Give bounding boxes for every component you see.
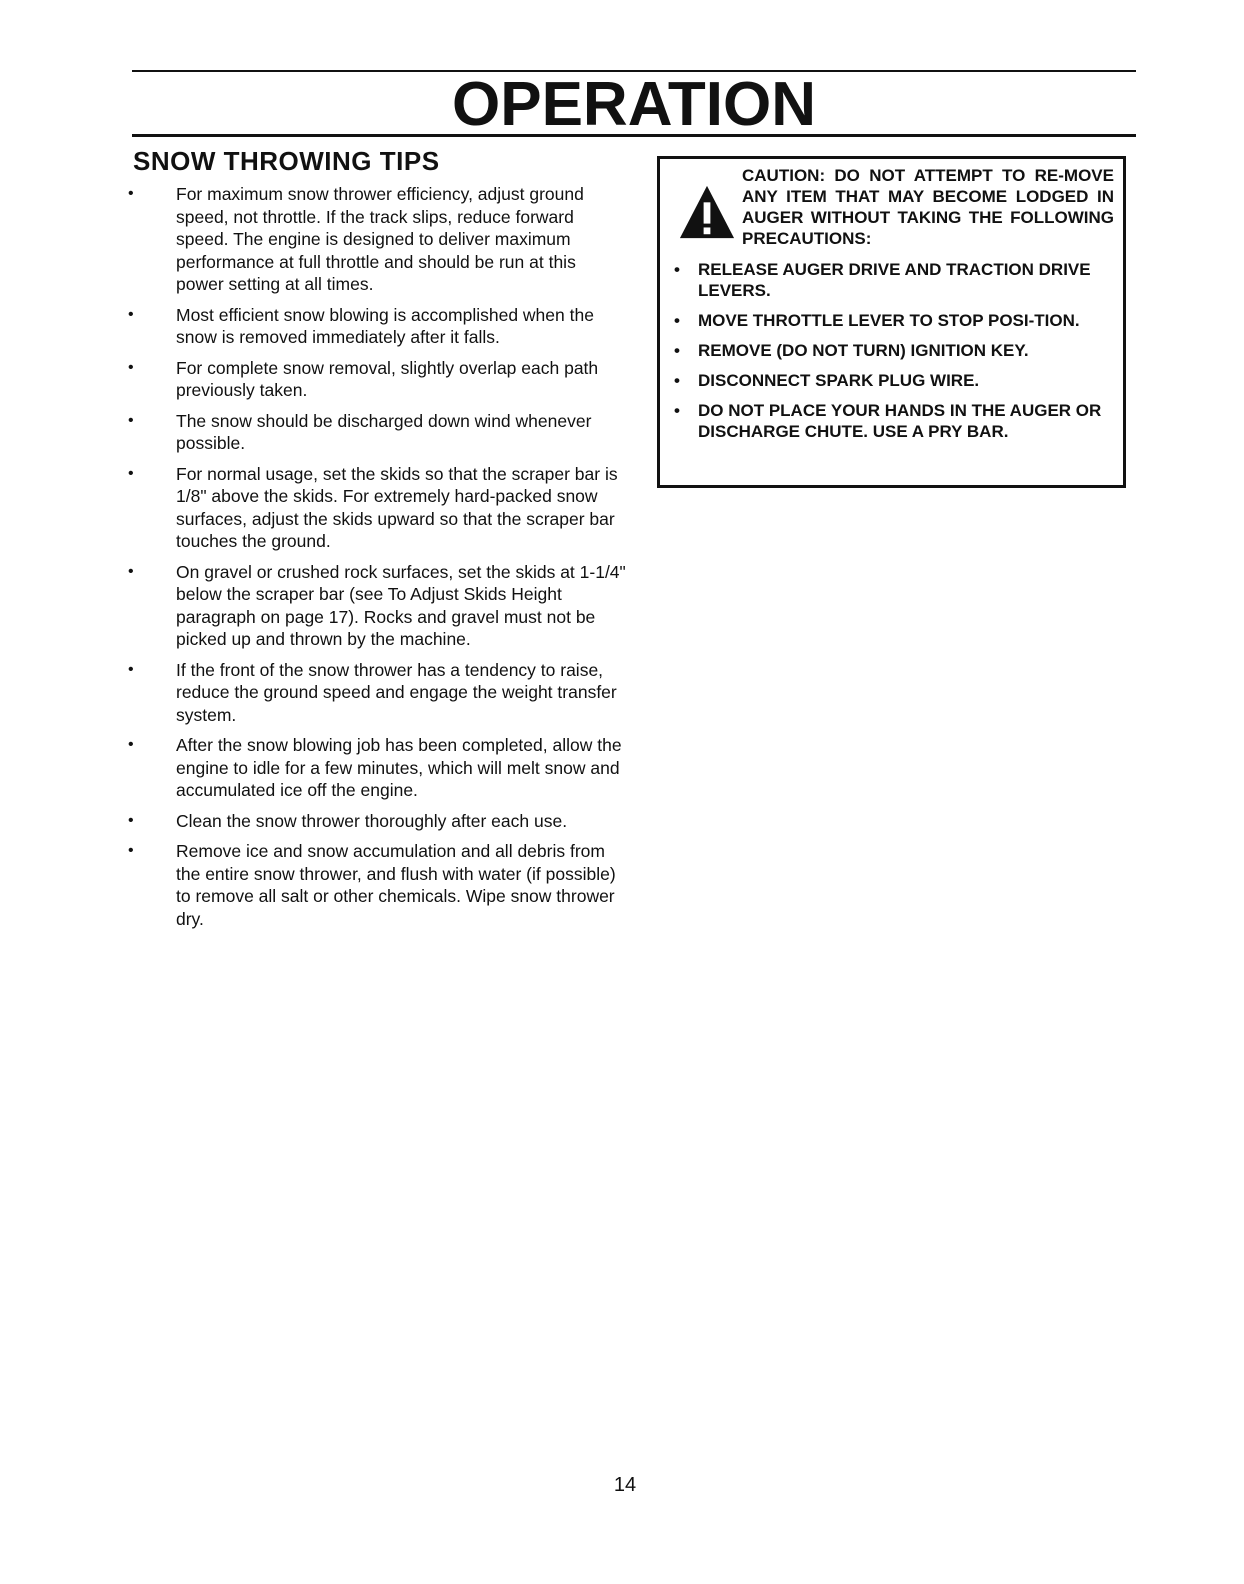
bullet-icon: • bbox=[128, 660, 134, 678]
bullet-icon: • bbox=[128, 185, 134, 202]
bullet-icon: • bbox=[128, 562, 134, 580]
tip-text: For maximum snow thrower efficiency, adjust ground speed, not throttle. If the track slips, reduce forward speed. The engine is designed to deliver maximum performance at full throttle and should be run at this power setting at all times. bbox=[176, 184, 584, 294]
tip-text: If the front of the snow thrower has a tendency to raise, reduce the ground speed and engage the weight transfer system. bbox=[176, 659, 617, 725]
bullet-icon: • bbox=[674, 371, 680, 390]
list-item bbox=[128, 734, 626, 802]
tip-text: Clean the snow thrower thoroughly after each use. bbox=[176, 810, 568, 831]
bullet-icon: • bbox=[674, 401, 680, 420]
precautions-list bbox=[674, 259, 1114, 451]
list-item bbox=[128, 561, 626, 651]
list-item bbox=[128, 810, 626, 833]
tip-text: After the snow blowing job has been completed, allow the engine to idle for a few minutes, which will melt snow and accumulated ice off the engine. bbox=[176, 735, 622, 800]
page-title: OPERATION bbox=[452, 70, 816, 139]
bullet-icon: • bbox=[674, 341, 680, 360]
list-item bbox=[674, 400, 1114, 442]
bullet-icon: • bbox=[674, 311, 680, 330]
list-item bbox=[128, 840, 626, 930]
bullet-icon: • bbox=[128, 842, 134, 859]
caution-text: CAUTION: DO NOT ATTEMPT TO RE-MOVE ANY ITEM THAT MAY BECOME LODGED IN AUGER WITHOUT TAKING THE FOLLOWING PRECAUTIONS: bbox=[742, 166, 1114, 248]
tip-text: Remove ice and snow accumulation and all debris from the entire snow thrower, and flush with water (if possible) to remove all salt or other chemicals. Wipe snow thrower dry. bbox=[176, 841, 616, 929]
precaution-text: DO NOT PLACE YOUR HANDS IN THE AUGER OR DISCHARGE CHUTE. USE A PRY BAR. bbox=[698, 401, 1102, 441]
tip-text: For normal usage, set the skids so that the scraper bar is 1/8" above the skids. For extremely hard-packed snow surfaces, adjust the skids upward so that the scraper bar touches the ground. bbox=[176, 463, 618, 551]
list-item bbox=[128, 410, 626, 455]
bullet-icon: • bbox=[128, 811, 134, 829]
bullet-icon: • bbox=[128, 305, 134, 323]
list-item bbox=[128, 463, 626, 553]
bullet-icon: • bbox=[128, 736, 134, 753]
list-item bbox=[128, 659, 626, 727]
section-heading: SNOW THROWING TIPS bbox=[133, 146, 440, 176]
tip-text: Most efficient snow blowing is accomplished when the snow is removed immediately after it falls. bbox=[176, 304, 594, 347]
list-item bbox=[674, 370, 1114, 391]
tip-text: On gravel or crushed rock surfaces, set the skids at 1-1/4" below the scraper bar (see To Adjust Skids Height paragraph on page 17). Rocks and gravel must not be picked up and thrown by the machine. bbox=[176, 561, 626, 649]
precaution-text: RELEASE AUGER DRIVE AND TRACTION DRIVE LEVERS. bbox=[698, 260, 1091, 300]
list-item bbox=[674, 259, 1114, 301]
bullet-icon: • bbox=[128, 411, 134, 429]
precaution-text: DISCONNECT SPARK PLUG WIRE. bbox=[698, 371, 980, 390]
precaution-text: MOVE THROTTLE LEVER TO STOP POSI-TION. bbox=[698, 311, 1080, 330]
warning-triangle-icon bbox=[678, 183, 736, 241]
tips-list bbox=[128, 183, 626, 938]
list-item bbox=[674, 340, 1114, 361]
list-item bbox=[128, 357, 626, 402]
bullet-icon: • bbox=[674, 260, 680, 279]
tip-text: The snow should be discharged down wind whenever possible. bbox=[176, 410, 592, 453]
bullet-icon: • bbox=[128, 464, 134, 482]
page-number: 14 bbox=[613, 1474, 637, 1496]
bullet-icon: • bbox=[128, 358, 134, 376]
tip-text: For complete snow removal, slightly overlap each path previously taken. bbox=[176, 357, 599, 400]
caution-box bbox=[657, 156, 1126, 488]
list-item bbox=[128, 183, 626, 296]
list-item bbox=[674, 310, 1114, 331]
list-item bbox=[128, 304, 626, 349]
header-rule-bottom bbox=[132, 134, 1136, 137]
precaution-text: REMOVE (DO NOT TURN) IGNITION KEY. bbox=[698, 341, 1029, 360]
